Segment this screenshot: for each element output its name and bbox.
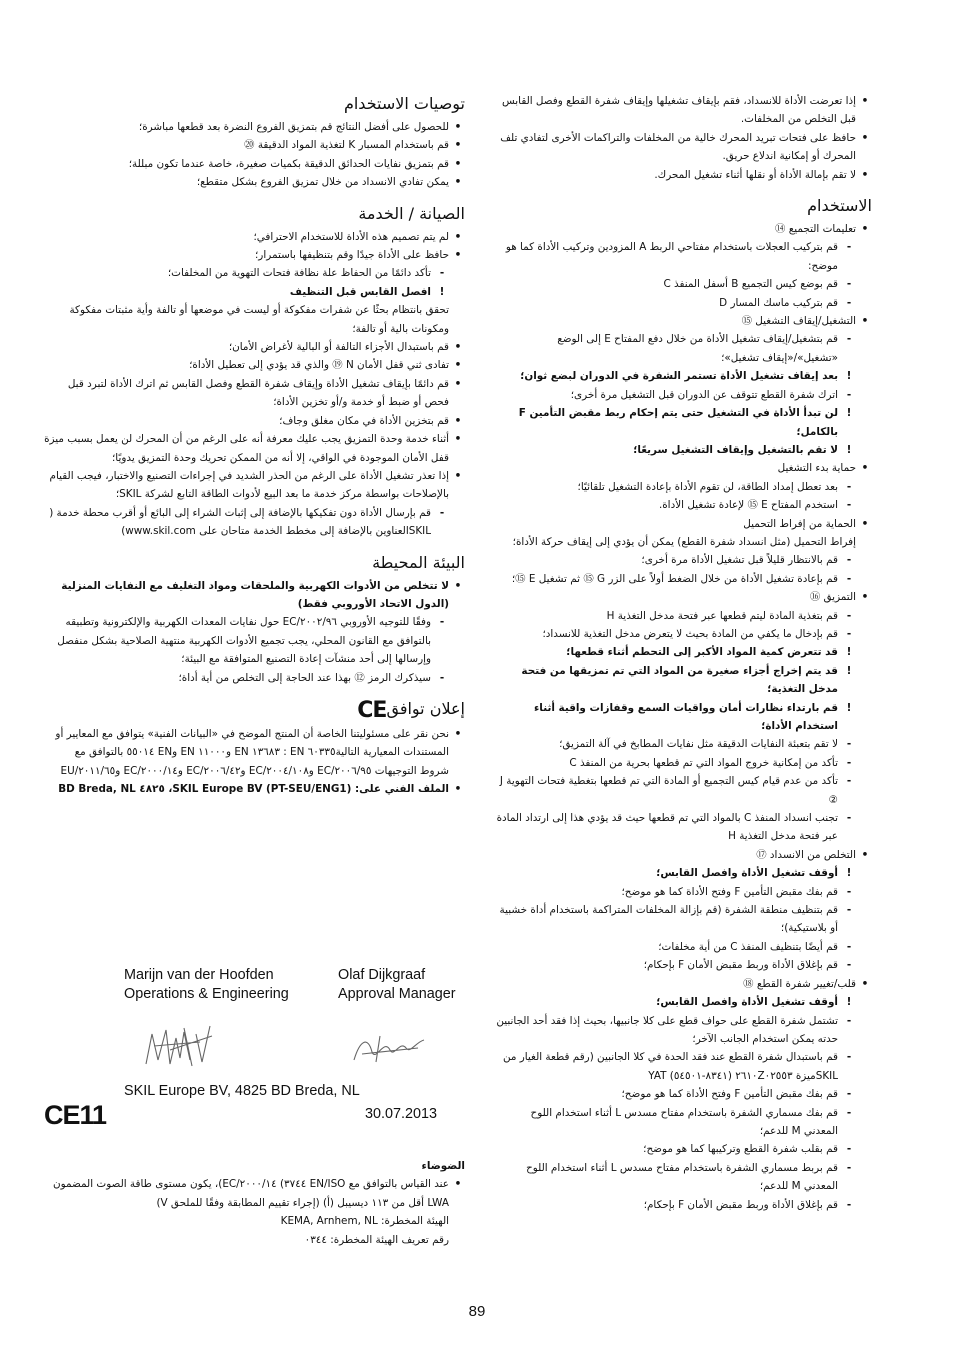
list-item-text: لا تقم بتعبئة النفايات الدقيقة مثل نفايات المطابخ في آلة التمزيق؛ (559, 738, 838, 751)
bullet-marker: • (454, 469, 462, 482)
bullet-marker: • (861, 95, 869, 107)
bullet-marker: - (846, 812, 852, 825)
bullet-marker: • (861, 131, 869, 144)
list-item (44, 173, 465, 191)
bullet-marker: - (846, 1143, 852, 1156)
bullet-marker: - (846, 388, 852, 401)
bullet-marker: - (846, 609, 852, 622)
list-item (494, 92, 872, 129)
bullet-marker: - (439, 267, 445, 280)
warning-marker: ! (846, 996, 852, 1009)
list-item (494, 956, 872, 974)
list-item (494, 220, 872, 238)
list-item (494, 330, 872, 367)
signatory-2 (338, 966, 456, 1004)
signatory-2-title: Approval Manager (338, 986, 456, 1002)
list-item (44, 118, 465, 136)
list-item-text: قم بإغلاق الأداة وربط مقبض الأمان F بإحكام؛ (643, 959, 838, 972)
list-item (494, 901, 872, 938)
bullet-marker: - (846, 738, 852, 751)
section-heading-text: البيئة المحيطة (372, 552, 465, 572)
list-item-text: حافظ على الأداة جيدًا وقم بتنظيفها باستمرار؛ (255, 249, 449, 262)
bullet-marker: • (454, 433, 462, 446)
list-item (44, 136, 465, 154)
list-item-text: قم أيضًا بتنظيف المنفذ C من أية مخلفات؛ (658, 940, 838, 953)
list-item (494, 1104, 872, 1141)
list-item (494, 1196, 872, 1214)
section-heading-text: توصيات الاستخدام (343, 94, 465, 113)
list-item-text: التخلص من الانسداد ⑰ (756, 848, 856, 861)
list-item-text: لا تقم بالتشغيل وإيقاف التشغيل سريعًا؛ (633, 443, 838, 456)
bullet-marker: - (846, 480, 852, 493)
section-heading-text: إعلان توافق (386, 698, 465, 718)
signatory-1-title: Operations & Engineering (124, 986, 289, 1002)
list-item-text: للحصول على أفضل النتائج قم بتمزيق الفروع النضرة بعد قطعها مباشرة؛ (138, 121, 449, 133)
list-item (494, 1085, 872, 1103)
bullet-marker: • (454, 1178, 462, 1191)
list-item (494, 588, 872, 606)
bullet-marker: • (454, 341, 462, 354)
bullet-marker: • (454, 249, 462, 262)
bullet-marker: - (846, 1088, 852, 1101)
list-item-text: أثناء خدمة وحدة التمزيق يجب عليك معرفة أنه على الرغم من أن المحرك لن يعمل بسبب ميزة قفل الأمان الموجودة في الواقي، إلا أنه من الممكن تحريك وحدة التمزيق يدويًا؛ (44, 433, 449, 464)
ce-mark-icon: CE (357, 697, 387, 723)
warning-marker: ! (846, 867, 852, 880)
bullet-marker: - (846, 775, 852, 788)
bullet-marker: • (861, 223, 869, 236)
list-item (494, 993, 872, 1011)
bullet-marker: • (861, 315, 869, 328)
list-item (494, 1159, 872, 1196)
list-item (44, 155, 465, 173)
list-item-text: التمزيق ⑯ (809, 591, 856, 604)
list-item-text: تعليمات التجميع ⑭ (775, 223, 856, 236)
list-item-text: قم بتشغيل/إيقاف تشغيل الأداة من خلال دفع المفتاح E إلى الوضع «تشغيل»/«إيقاف تشغيل»؛ (557, 333, 838, 364)
company-address: SKIL Europe BV, 4825 BD Breda, NL (124, 1083, 360, 1099)
section-heading (494, 194, 872, 218)
list-item-text: الهيئة المخطرة: KEMA, Arnhem, NL (280, 1215, 449, 1228)
list-item-text: الحماية من إفراط التحميل (743, 517, 856, 530)
list-item (494, 1140, 872, 1158)
list-item (494, 570, 872, 588)
bullet-marker: - (846, 1014, 852, 1027)
list-item (494, 1048, 872, 1085)
bullet-marker: - (846, 959, 852, 972)
list-item-text: لا تتخلص من الأدوات الكهربية والملحقات ومواد التغليف مع النفايات المنزلية (الدول الاتحاد الأوروبي فقط) (61, 579, 449, 610)
list-item-text: قم بوضع كيس التجميع B أسفل المنفذ C (663, 278, 838, 291)
list-item-text: قم بتركيب العجلات باستخدام مفتاحي الربط A المزودين وتركيب الأداة كما هو موضح: (505, 241, 838, 272)
list-item (494, 883, 872, 901)
list-item-text: حافظ على فتحات تبريد المحرك خالية من المخلفات والتراكمات الأخرى لتفادي تلف المحرك أو إمكانية اندلاع حريق. (500, 131, 856, 163)
list-item-text: أوقف تشغيل الأداة وافصل القابس؛ (656, 996, 838, 1009)
section-heading (44, 92, 465, 116)
list-item-text: قد يتم إخراج أجزاء صغيرة من المواد التي تم تمزيقها من فتحة مدخل التغذية؛ (521, 664, 838, 696)
list-item-text: قم بإعادة تشغيل الأداة من خلال الضغط أولاً على الزر G ⑮ ثم تشغيل E ⑮؛ (511, 572, 838, 585)
warning-marker: ! (846, 664, 852, 677)
list-item (494, 975, 872, 993)
list-item-text: افصل القابس قبل التنظيف (289, 285, 431, 298)
list-item-text: قم باستبدال شفرة القطع عند فقد الحدة في كلا الجانبين (رقم قطعة الغيار من SKILميزة ٢٦١٠Z٠٢٥٥٣ (٨٣٤١-٥٤٥٠١) YAT (502, 1051, 838, 1082)
list-item (494, 551, 872, 569)
bullet-marker: • (454, 230, 462, 243)
list-item (494, 699, 872, 736)
list-item (44, 338, 465, 356)
bullet-marker: - (439, 671, 445, 684)
list-item (494, 129, 872, 166)
list-item-text: تجنب انسداد المنفذ C بالمواد التي تم قطعها حيث قد يؤدي هذا إلى ارتداد المادة عبر فتحة مدخل التغذية H (496, 812, 838, 843)
list-item-text: لن تبدأ الأداة في التشغيل حتى يتم إحكام ربط مقبض التأمين F بالكامل؛ (518, 407, 838, 438)
list-item-text: الملف الفني على: SKIL Europe BV (PT-SEU/ENG1)، ٤٨٢٥ BD Breda, NL (58, 783, 449, 796)
bullet-marker: - (846, 1198, 852, 1211)
list-item-text: استخدم المفتاح E ⑮ لإعادة تشغيل الأداة. (658, 499, 838, 512)
bullet-marker: - (846, 940, 852, 953)
list-item-text: قم بتخزين الأداة في مكان مغلق وجاف؛ (279, 414, 449, 427)
declaration-date: 30.07.2013 (365, 1106, 438, 1122)
signatory-1-name: Marijn van der Hoofden (124, 967, 274, 983)
section-heading (44, 202, 465, 226)
bullet-marker: - (846, 904, 852, 917)
list-item (44, 725, 465, 780)
list-item-text: قم دائمًا بإيقاف تشغيل الأداة وإيقاف شفرة القطع وفصل القابس ثم اترك الأداة لتبرد قبل فحص أو ضبط أو خدمة و/أو تخزين الأداة؛ (67, 377, 449, 409)
list-item (44, 613, 465, 668)
list-item-text: قلب/تغيير شفرة القطع ⑱ (743, 977, 856, 990)
bullet-marker: - (846, 1106, 852, 1119)
bullet-marker: - (846, 554, 852, 567)
list-item (494, 275, 872, 293)
section-heading-text: الصيانة / الخدمة (358, 203, 465, 223)
bullet-marker: • (861, 517, 869, 530)
list-item (494, 294, 872, 312)
bullet-marker: - (846, 333, 852, 346)
list-item (494, 643, 872, 661)
list-item (494, 809, 872, 846)
bullet-marker: - (846, 1051, 852, 1064)
list-item (494, 367, 872, 385)
list-item-text: قم بتركيب ماسك المسار D (719, 296, 838, 309)
list-item (44, 375, 465, 412)
bullet-marker: - (439, 506, 445, 519)
list-item (494, 607, 872, 625)
noise-section (44, 1151, 465, 1249)
list-item (44, 301, 465, 338)
warning-marker: ! (846, 370, 852, 383)
bullet-marker: - (846, 278, 852, 291)
warning-marker: ! (846, 407, 852, 420)
list-item-text: قم بإرسال الأداة دون تفكيكها بالإضافة إلى إثبات الشراء إلى البائع أو أقرب محطة خدمة ( SKILالعناوين بالإضافة إلى مخطط الخدمة متاحان على www.skil.com) (49, 506, 431, 538)
list-item (44, 430, 465, 467)
list-item (44, 504, 465, 541)
list-item (494, 238, 872, 275)
page-number: 89 (468, 1303, 486, 1320)
bullet-marker: • (861, 977, 869, 990)
list-item-text: اترك شفرة القطع تتوقف عن الدوران قبل التشغيل مرة أخرى؛ (570, 388, 838, 401)
list-item-text: قم بتنظيف منطقة الشفرة (قم بإزالة المخلفات المتراكمة باستخدام أداة خشبية أو بلاستيكية)؛ (499, 904, 838, 935)
signatory-1 (124, 966, 289, 1004)
list-item (494, 312, 872, 330)
bullet-marker: • (861, 168, 869, 181)
left-column (44, 92, 465, 799)
list-item-text: نحن نقر على مسئوليتنا الخاصة أن المنتج الموضح في «البيانات الفنية» يتوافق مع المعايير أو المستندات المعيارية التالية٦٠٣٣٥ EN : ١٣٦٨٣ EN و١١٠٠٠ EN وEN ٥٥٠١٤ بالتوافق مع شروط التوجيهات ٢٠٠٦/٩٥/EC و٢٠٠٤/١٠٨/EC و٢٠٠٦/٤٢/EC و٢٠٠٠/١٤/EC و٢٠١١/٦٥/EU (55, 727, 449, 777)
bullet-marker: - (846, 885, 852, 898)
list-item-text: بعد إيقاف تشغيل الأداة تستمر الشفرة في الدوران لبضع ثوان؛ (520, 370, 838, 383)
list-item-text: قم باستبدال الأجزاء التالفة أو البالية لأغراض الأمان؛ (228, 341, 449, 354)
list-item (44, 264, 465, 282)
list-item (44, 1231, 465, 1249)
list-item (494, 1012, 872, 1049)
list-item (44, 283, 465, 301)
list-item (44, 467, 465, 504)
list-item (494, 625, 872, 643)
bullet-marker: • (454, 176, 462, 189)
bullet-marker: • (861, 848, 869, 861)
list-item-text: إفراط التحميل (مثل انسداد شفرة القطع) يمكن أن يؤدي إلى إيقاف حركة الأداة؛ (512, 535, 856, 548)
warning-marker: ! (439, 285, 445, 298)
list-item-text: قم بفك مقبض التأمين F وفتح الأداة كما هو موضح؛ (621, 885, 838, 898)
list-item (44, 1175, 465, 1212)
signatory-2-name: Olaf Dijkgraaf (338, 967, 426, 983)
list-item-text: لا تقم بإمالة الأداة أو نقلها أثناء تشغيل المحرك. (654, 168, 856, 181)
bullet-marker: • (454, 579, 462, 592)
bullet-marker: - (846, 241, 852, 254)
list-item-text: بعد تعطل إمداد الطاقة، لن تقوم الأداة بإعادة التشغيل تلقائيًا؛ (577, 480, 838, 493)
list-item-text: سيذكرك الرمز ⑫ بهذا عند الحاجة إلى التخلص من أية أداة؛ (178, 671, 431, 684)
bullet-marker: - (846, 1161, 852, 1174)
list-item-text: قم باستخدام المسبار K لتغذية المواد الدقيقة ⑳ (244, 139, 449, 152)
bullet-marker: - (846, 499, 852, 512)
list-item-text: تحقق بانتظام بحثًا عن شفرات مفكوكة أو ليست في موضعها أو تالفة وأية مثبتات مفكوكة ومكونات بالية أو تالفة؛ (69, 304, 449, 335)
ce-mark-11: CE11 (44, 1100, 107, 1130)
list-item-text: قم بالانتظار قليلاً قبل تشغيل الأداة مرة أخرى؛ (641, 554, 838, 567)
noise-items (44, 1175, 465, 1249)
list-item-text: أوقف تشغيل الأداة وافصل القابس؛ (656, 867, 838, 880)
list-item (494, 441, 872, 459)
list-item (494, 166, 872, 184)
list-item-text: لم يتم تصميم هذه الأداة للاستخدام الاحترافي؛ (253, 230, 449, 243)
list-item (494, 735, 872, 753)
list-item (494, 662, 872, 699)
list-item (44, 412, 465, 430)
list-item (494, 846, 872, 864)
section-heading (44, 551, 465, 575)
list-item-text: قم بإدخال ما يكفي من المادة بحيث لا يتعرض مدخل التغذية للانسداد؛ (542, 627, 838, 640)
list-item-text: قم بارتداء نظارات أمان وواقيات السمع وقفازات واقية أثناء استخدام الأداة؛ (533, 701, 838, 732)
list-item (494, 754, 872, 772)
list-item-text: تشتمل شفرة القطع على حواف قطع على كلا جانبيها، بحيث إذا فقد أحد الجانبين حدته يمكن استخدام الجانب الآخر؛ (496, 1014, 838, 1045)
list-item (494, 938, 872, 956)
bullet-marker: • (454, 359, 462, 372)
list-item-text: عند القياس بالتوافق مع EN/ISO ٣٧٤٤) ٢٠٠٠/١٤/EC)، يكون مستوى طاقة الصوت المضمون LWA أقل من ١١٣ ديسيبل (أ) (إجراء تقييم المطابقة وفقًا للملحق V) (53, 1178, 449, 1209)
list-item (494, 533, 872, 551)
list-item (494, 496, 872, 514)
list-item-text: تأكد من إمكانية خروج المواد التي تم قطعها بحرية من المنفذ C (569, 756, 838, 769)
list-item-text: قد تتعرض كمية المواد الأكبر إلى التحطم أثناء قطعها؛ (566, 646, 838, 659)
bullet-marker: - (846, 296, 852, 309)
bullet-marker: • (454, 727, 462, 740)
list-item (494, 772, 872, 809)
list-item (44, 780, 465, 798)
list-item-text: يمكن تفادي الانسداد من خلال تمزيق الفروع بشكل متقطع؛ (196, 176, 449, 189)
list-item-text: رقم تعريف الهيئة المخطرة: ٠٣٤٤ (304, 1233, 449, 1246)
bullet-marker: - (846, 572, 852, 585)
list-item (44, 228, 465, 246)
warning-marker: ! (846, 646, 852, 659)
section-heading-text: الاستخدام (807, 196, 872, 216)
warning-marker: ! (846, 701, 852, 714)
bullet-marker: - (846, 756, 852, 769)
noise-heading: الضوضاء (421, 1160, 465, 1172)
list-item-text: وفقًا للتوجيه الأوروبي ٢٠٠٢/٩٦/EC حول نفايات المعدات الكهربية والإلكترونية وتطبيقه بالتوافق مع القانون المحلي، يجب تجميع الأدوات الكهربية منتهية الصلاحية بشكل منفصل وإرسالها إلى أحد منشآت إعادة التصنيع المتوافقة مع البيئة؛ (57, 616, 431, 666)
warning-marker: ! (846, 443, 852, 456)
list-item-text: قم بفك مسماري الشفرة باستخدام مفتاح مسدس L أثناء استخدام اللوح المعدني M للدعم؛ (530, 1106, 838, 1137)
signature-2-scribble (350, 1030, 430, 1066)
list-item-text: تأكد من عدم قيام كيس التجميع أو المادة التي تم قطعها بتغطية فتحات التهوية J ② (499, 775, 838, 806)
bullet-marker: • (861, 462, 869, 475)
bullet-marker: • (454, 121, 462, 133)
bullet-marker: • (454, 783, 462, 796)
list-item-text: قم بفك مقبض التأمين F وفتح الأداة كما هو موضح؛ (621, 1088, 838, 1101)
list-item-text: قم بربط مسماري الشفرة باستخدام مفتاح مسدس L أثناء استخدام اللوح المعدني M للدعم؛ (526, 1161, 838, 1193)
list-item-text: قم بتغذية المادة ليتم قطعها عبر فتحة مدخل التغذية H (606, 609, 838, 622)
bullet-marker: • (454, 139, 462, 152)
list-item (44, 1212, 465, 1230)
signature-1-scribble (140, 1020, 220, 1072)
list-item (494, 459, 872, 477)
list-item-text: إذا تعذر تشغيل الأداة على الرغم من الحذر الشديد في إجراءات التصنيع والاختبار، فيجب القيام بالإصلاحات بواسطة مركز خدمة ما بعد البيع لأدوات الطاقة التابع لشركة SKIL؛ (49, 469, 449, 501)
list-item-text: إذا تعرضت الأداة للانسداد، فقم بإيقاف تشغيلها وإيقاف شفرة القطع وفصل القابس قبل التخلص من المخلفات. (502, 95, 856, 126)
list-item (44, 246, 465, 264)
list-item-text: تأكد دائمًا من الحفاظ علة نظافة فتحات التهوية من المخلفات؛ (167, 267, 431, 280)
list-item-text: قم بقلب شفرة القطع وتركيبها كما هو موضح؛ (643, 1143, 838, 1156)
list-item (44, 356, 465, 374)
list-item (494, 864, 872, 882)
list-item-text: تفادى ثني قفل الأمان N ⑲ والذي قد يؤدي إلى تعطيل الأداة؛ (189, 359, 449, 372)
bullet-marker: - (439, 616, 445, 629)
list-item (44, 577, 465, 614)
list-item (494, 515, 872, 533)
section-heading (44, 697, 465, 723)
list-item-text: قم بإغلاق الأداة وربط مقبض الأمان F بإحكام؛ (643, 1198, 838, 1211)
bullet-marker: - (846, 627, 852, 640)
list-item (44, 669, 465, 687)
bullet-marker: • (454, 157, 462, 170)
right-column (494, 92, 872, 1214)
list-item (494, 386, 872, 404)
bullet-marker: • (454, 377, 462, 390)
list-item (494, 404, 872, 441)
list-item-text: التشغيل/إيقاف التشغيل ⑮ (741, 315, 856, 328)
bullet-marker: • (861, 591, 869, 604)
list-item (494, 478, 872, 496)
bullet-marker: • (454, 414, 462, 427)
list-item-text: حماية بدء التشغيل (777, 462, 856, 475)
list-item-text: قم بتمزيق نفايات الحدائق الدقيقة بكميات صغيرة، خاصة عندما تكون مبللة؛ (128, 157, 449, 170)
